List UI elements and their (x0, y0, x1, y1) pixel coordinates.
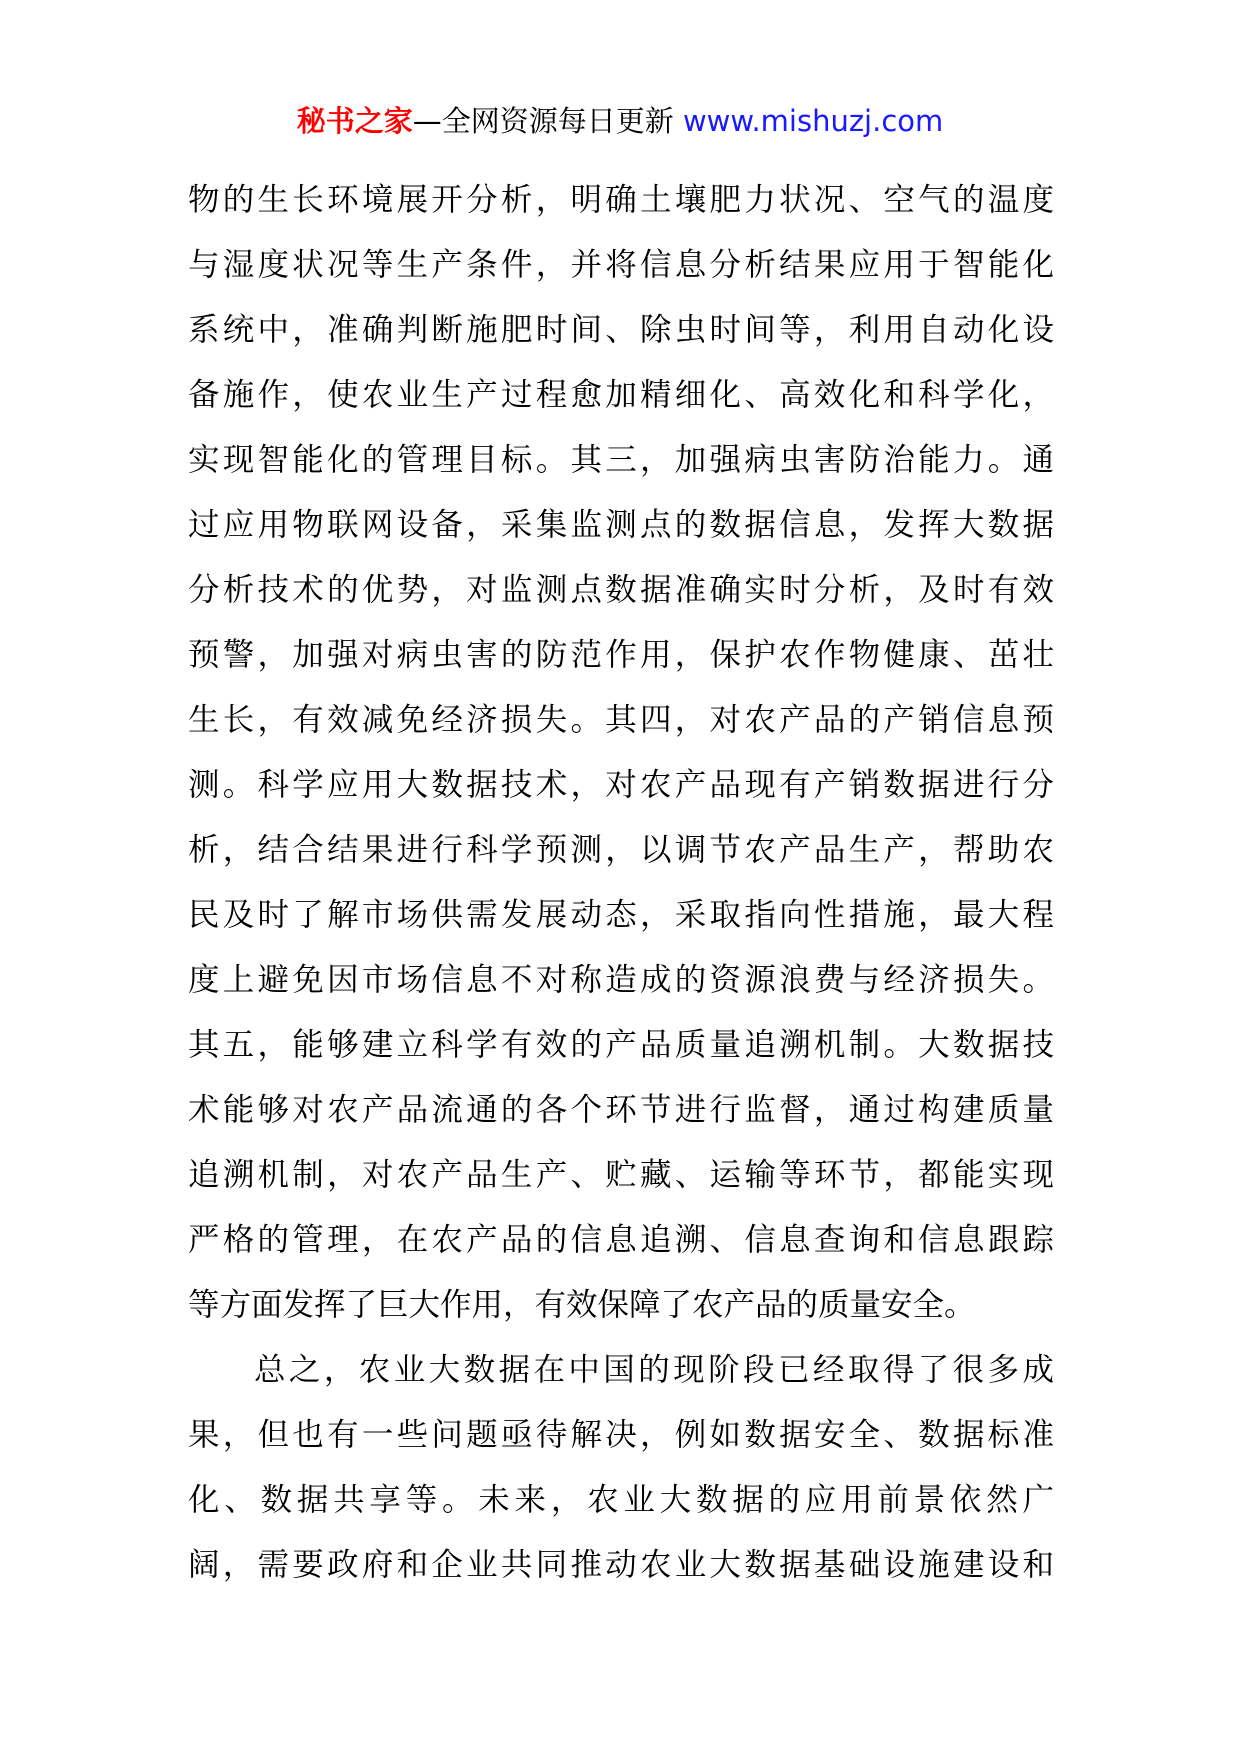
text-line: 预警，加强对病虫害的防范作用，保护农作物健康、茁壮 (188, 637, 1054, 673)
text-line: 系统中，准确判断施肥时间、除虫时间等，利用自动化设 (188, 312, 1054, 348)
document-body (188, 168, 1054, 1598)
header-url-link[interactable]: www.mishuzj.com (682, 104, 944, 138)
text-line: 化、数据共享等。未来，农业大数据的应用前景依然广 (188, 1482, 1054, 1518)
header-tagline: —全网资源每日更新 (412, 104, 674, 138)
text-line: 等方面发挥了巨大作用，有效保障了农产品的质量安全。 (188, 1287, 976, 1323)
text-line: 术能够对农产品流通的各个环节进行监督，通过构建质量 (188, 1092, 1054, 1128)
text-line: 度上避免因市场信息不对称造成的资源浪费与经济损失。 (188, 962, 1054, 998)
text-line: 民及时了解市场供需发展动态，采取指向性措施，最大程 (188, 897, 1054, 933)
text-line: 备施作，使农业生产过程愈加精细化、高效化和科学化， (188, 377, 1054, 413)
page-header (0, 101, 1240, 141)
text-line: 总之，农业大数据在中国的现阶段已经取得了很多成 (254, 1352, 1054, 1388)
text-line: 果，但也有一些问题亟待解决，例如数据安全、数据标准 (188, 1417, 1054, 1453)
text-line: 追溯机制，对农产品生产、贮藏、运输等环节，都能实现 (188, 1157, 1054, 1193)
text-line: 实现智能化的管理目标。其三，加强病虫害防治能力。通 (188, 442, 1054, 478)
text-line: 分析技术的优势，对监测点数据准确实时分析，及时有效 (188, 572, 1054, 608)
text-line: 严格的管理，在农产品的信息追溯、信息查询和信息跟踪 (188, 1222, 1054, 1258)
text-line: 阔，需要政府和企业共同推动农业大数据基础设施建设和 (188, 1547, 1054, 1583)
text-line: 过应用物联网设备，采集监测点的数据信息，发挥大数据 (188, 507, 1054, 543)
text-line: 其五，能够建立科学有效的产品质量追溯机制。大数据技 (188, 1027, 1054, 1063)
text-line: 物的生长环境展开分析，明确土壤肥力状况、空气的温度 (188, 182, 1054, 218)
text-line: 生长，有效减免经济损失。其四，对农产品的产销信息预 (188, 702, 1054, 738)
header-brand: 秘书之家 (296, 104, 413, 138)
text-line: 与湿度状况等生产条件，并将信息分析结果应用于智能化 (188, 247, 1054, 283)
text-line: 测。科学应用大数据技术，对农产品现有产销数据进行分 (188, 767, 1054, 803)
text-line: 析，结合结果进行科学预测，以调节农产品生产，帮助农 (188, 832, 1054, 868)
